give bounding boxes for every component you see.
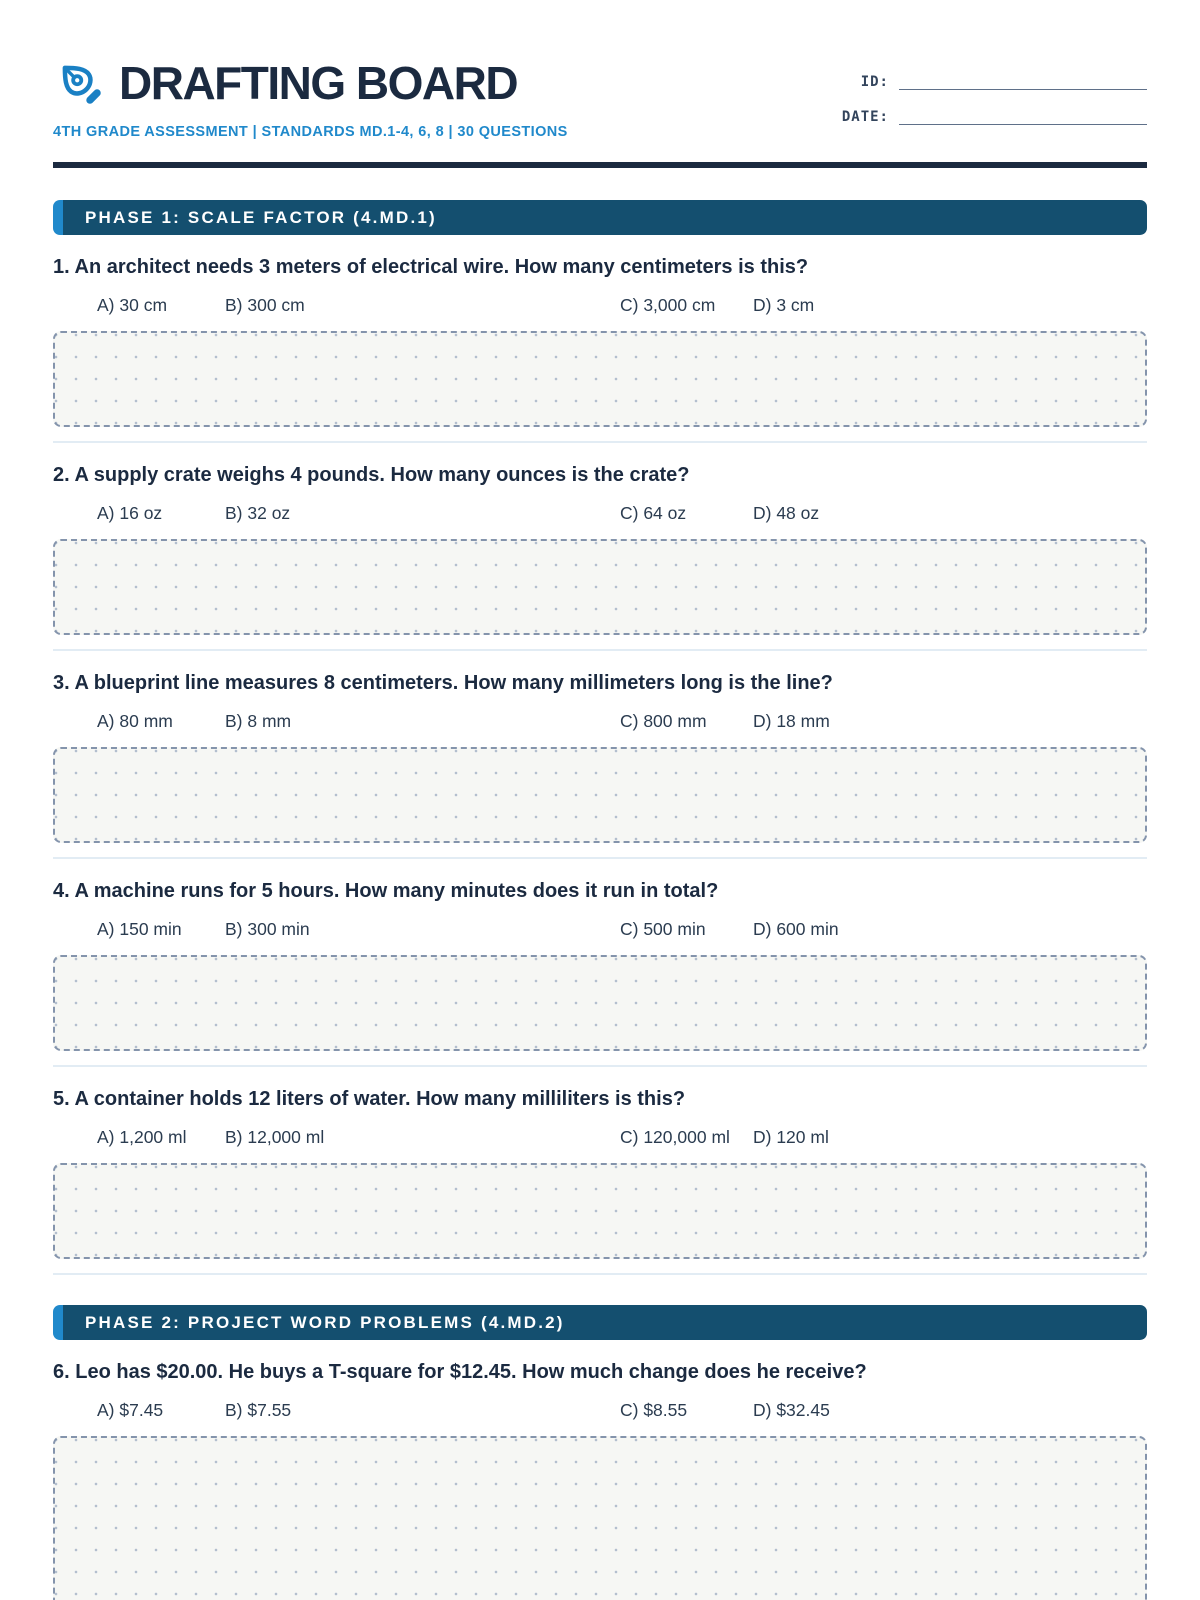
phase-header xyxy=(53,1305,1147,1340)
phase-accent-strip xyxy=(53,200,63,235)
question-number: 3. xyxy=(53,672,70,694)
option-b: B) 32 oz xyxy=(225,503,291,523)
option-a: A) 1,200 ml xyxy=(97,1127,187,1147)
answer-options xyxy=(97,1400,1147,1420)
work-area-box[interactable] xyxy=(53,955,1147,1051)
question-number: 5. xyxy=(53,1088,70,1110)
question xyxy=(53,1360,1147,1600)
option-b: B) 8 mm xyxy=(225,711,292,731)
question-number: 6. xyxy=(53,1361,70,1383)
option-d: D) 3 cm xyxy=(753,295,815,315)
work-area-box[interactable] xyxy=(53,747,1147,843)
work-area-box[interactable] xyxy=(53,1163,1147,1259)
option-d: D) 600 min xyxy=(753,919,839,939)
question-text: 1. An architect needs 3 meters of electrical wire. How many centimeters is this? xyxy=(53,256,809,278)
option-a: A) $7.45 xyxy=(97,1400,164,1420)
header-rule xyxy=(53,162,1147,168)
question-text: 2. A supply crate weighs 4 pounds. How many ounces is the crate? xyxy=(53,464,690,486)
option-d: D) $32.45 xyxy=(753,1400,830,1420)
answer-options xyxy=(97,919,1147,939)
question xyxy=(53,1087,1147,1259)
phase-title: PHASE 1: SCALE FACTOR (4.MD.1) xyxy=(63,200,1147,235)
option-c: C) 800 mm xyxy=(620,711,707,731)
phase-header xyxy=(53,200,1147,235)
student-meta xyxy=(817,72,1147,142)
date-row xyxy=(817,107,1147,125)
answer-options xyxy=(97,503,1147,523)
question-divider xyxy=(53,857,1147,859)
answer-options xyxy=(97,1127,1147,1147)
option-d: D) 18 mm xyxy=(753,711,830,731)
phase-accent-strip xyxy=(53,1305,63,1340)
question xyxy=(53,463,1147,635)
worksheet-header xyxy=(53,56,1147,142)
option-c: C) 120,000 ml xyxy=(620,1127,730,1147)
option-c: C) 3,000 cm xyxy=(620,295,716,315)
work-area-box[interactable] xyxy=(53,331,1147,427)
id-row xyxy=(817,72,1147,90)
question-divider xyxy=(53,1273,1147,1275)
option-b: B) 300 cm xyxy=(225,295,305,315)
pen-nib-icon xyxy=(53,56,107,110)
option-d: D) 48 oz xyxy=(753,503,820,523)
question-divider xyxy=(53,441,1147,443)
question-number: 4. xyxy=(53,880,70,902)
question xyxy=(53,255,1147,427)
question-text: 4. A machine runs for 5 hours. How many minutes does it run in total? xyxy=(53,880,719,902)
question-text: 3. A blueprint line measures 8 centimeters. How many millimeters long is the line? xyxy=(53,672,833,694)
id-label: ID: xyxy=(860,74,889,90)
brand-block xyxy=(53,56,568,140)
question-text: 5. A container holds 12 liters of water. How many milliliters is this? xyxy=(53,1088,686,1110)
question-number: 1. xyxy=(53,256,70,278)
question xyxy=(53,879,1147,1051)
answer-options xyxy=(97,711,1147,731)
option-b: B) $7.55 xyxy=(225,1400,292,1420)
option-c: C) 64 oz xyxy=(620,503,687,523)
question-divider xyxy=(53,649,1147,651)
date-label: DATE: xyxy=(841,109,889,125)
answer-options xyxy=(97,295,1147,315)
question xyxy=(53,671,1147,843)
option-a: A) 80 mm xyxy=(97,711,173,731)
option-a: A) 16 oz xyxy=(97,503,163,523)
question-sections xyxy=(53,200,1147,1600)
phase-section xyxy=(53,1305,1147,1600)
option-c: C) $8.55 xyxy=(620,1400,688,1420)
question-text: 6. Leo has $20.00. He buys a T-square for $12.45. How much change does he receive? xyxy=(53,1361,867,1383)
option-c: C) 500 min xyxy=(620,919,706,939)
work-area-box[interactable] xyxy=(53,539,1147,635)
phase-title: PHASE 2: PROJECT WORD PROBLEMS (4.MD.2) xyxy=(63,1305,1147,1340)
id-input-line[interactable] xyxy=(899,72,1147,90)
question-number: 2. xyxy=(53,464,70,486)
option-b: B) 12,000 ml xyxy=(225,1127,325,1147)
date-input-line[interactable] xyxy=(899,107,1147,125)
work-area-box[interactable] xyxy=(53,1436,1147,1600)
option-a: A) 30 cm xyxy=(97,295,168,315)
page-title: DRAFTING BOARD xyxy=(119,57,518,109)
page-subtitle: 4TH GRADE ASSESSMENT | STANDARDS MD.1-4, 6, 8 | 30 QUESTIONS xyxy=(53,124,568,140)
question-divider xyxy=(53,1065,1147,1067)
option-b: B) 300 min xyxy=(225,919,310,939)
option-d: D) 120 ml xyxy=(753,1127,829,1147)
option-a: A) 150 min xyxy=(97,919,182,939)
phase-section xyxy=(53,200,1147,1275)
